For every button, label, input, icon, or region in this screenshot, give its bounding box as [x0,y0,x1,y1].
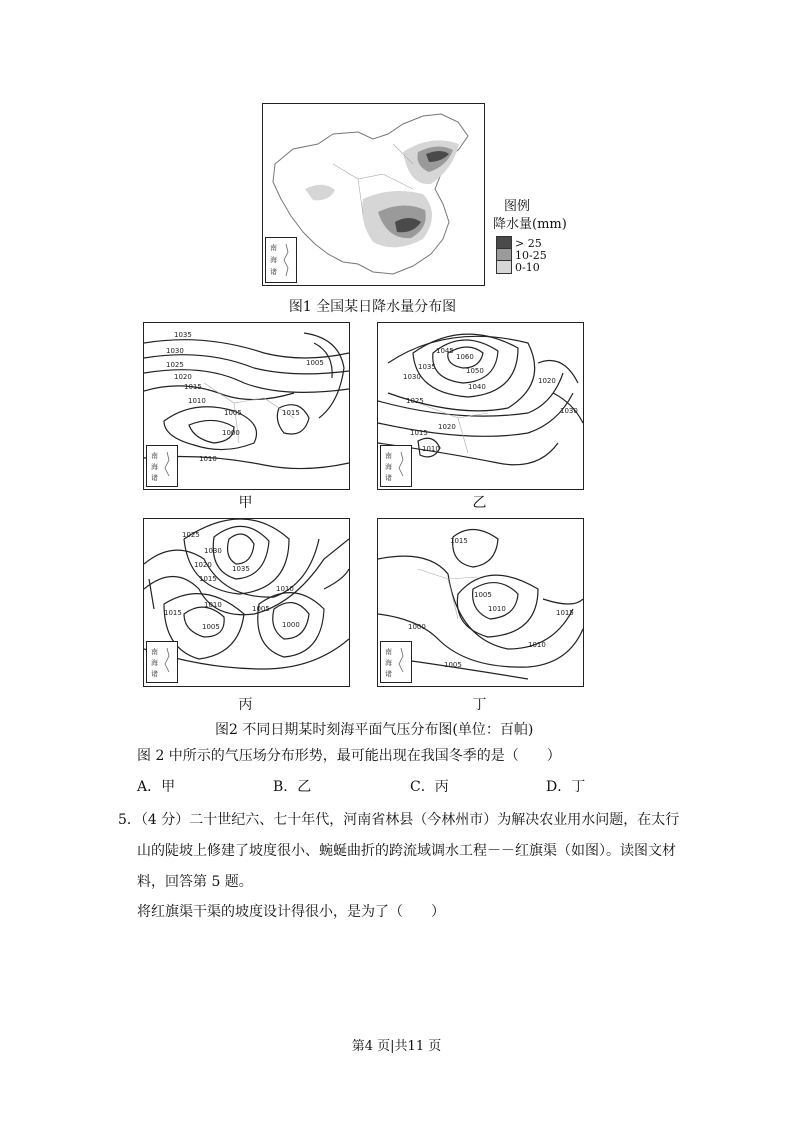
pressure-map-bing [143,518,350,687]
question5-line1: 5．（4 分）二十世纪六、七十年代，河南省林县（今林州市）为解决农业用水问题，在太行 [118,812,680,828]
south-china-sea-inset [146,445,178,487]
svg-text:诸: 诸 [151,670,158,678]
isobar-label: 1010 [204,601,222,609]
inset-map-icon [266,238,296,282]
figure2-caption: 图2 不同日期某时刻海平面气压分布图(单位：百帕) [215,722,534,738]
question5-sub: 将红旗渠干渠的坡度设计得很小，是为了（ ） [137,904,445,920]
svg-text:南: 南 [385,648,392,656]
question5-line2: 山的陡坡上修建了坡度很小、蜿蜒曲折的跨流域调水工程－－红旗渠（如图）。读图文材 [137,843,676,859]
svg-text:海: 海 [270,256,277,264]
legend-title: 图例 [504,199,531,214]
figure1-caption: 图1 全国某日降水量分布图 [288,299,457,315]
option-c: C．丙 [410,779,449,795]
isobar-label: 1015 [184,383,202,391]
svg-text:海: 海 [385,659,392,667]
isobar-label: 1000 [222,429,240,437]
legend-swatch [496,260,512,274]
panel-label-jia: 甲 [238,495,253,511]
isobar-label: 1040 [468,383,486,391]
svg-text:南: 南 [151,452,158,460]
isobar-label: 1060 [456,353,474,361]
isobar-label: 1005 [252,605,270,613]
precipitation-map [262,103,485,286]
pressure-map-yi [377,322,584,490]
page-footer: 第4 页|共11 页 [351,1039,442,1054]
isobar-label: 1015 [282,409,300,417]
isobar-label: 1035 [232,565,250,573]
isobar-label: 1025 [182,531,200,539]
svg-text:诸: 诸 [385,474,392,482]
svg-text:南: 南 [151,648,158,656]
option-d: D．丁 [546,779,586,795]
svg-text:诸: 诸 [270,268,277,276]
isobar-label: 1005 [306,359,324,367]
south-china-sea-inset [265,237,297,283]
isobar-label: 1030 [166,347,184,355]
legend-label: 0-10 [515,260,540,274]
svg-text:诸: 诸 [151,474,158,482]
panel-label-bing: 丙 [238,697,253,713]
inset-map-icon [147,446,177,486]
isobar-label: 1015 [410,429,428,437]
isobar-label: 1010 [276,585,294,593]
isobar-label: 1015 [199,575,217,583]
isobar-label: 1015 [450,537,468,545]
isobar-label: 1005 [224,409,242,417]
option-b: B．乙 [273,779,312,795]
south-china-sea-inset [380,641,412,683]
panel-label-yi: 乙 [472,495,487,511]
svg-text:海: 海 [151,463,158,471]
isobar-label: 1025 [166,361,184,369]
isobar-label: 1000 [282,621,300,629]
isobar-label: 1005 [474,591,492,599]
isobar-label: 1005 [202,623,220,631]
isobar-label: 1020 [438,423,456,431]
isobar-label: 1010 [488,605,506,613]
isobar-label: 1020 [538,377,556,385]
isobar-label: 1015 [556,609,574,617]
isobar-label: 1050 [466,367,484,375]
isobar-label: 1030 [560,407,578,415]
legend-label: > 25 [515,236,542,250]
isobar-label: 1030 [403,373,421,381]
pressure-map-jia [143,322,350,490]
isobar-label: 1045 [436,347,454,355]
isobar-label: 1020 [174,373,192,381]
inset-map-icon [147,642,177,682]
isobar-label: 1010 [199,455,217,463]
pressure-map-ding [377,518,584,687]
south-china-sea-inset [380,445,412,487]
legend-unit: 降水量(mm) [493,217,567,232]
isobar-label: 1010 [422,445,440,453]
isobar-label: 1030 [204,547,222,555]
isobar-label: 1035 [418,363,436,371]
isobar-label: 1035 [174,331,192,339]
isobar-label: 1010 [188,397,206,405]
inset-map-icon [381,446,411,486]
option-a: A．甲 [137,779,176,795]
svg-text:南: 南 [385,452,392,460]
isobar-label: 1010 [528,641,546,649]
question5-line3: 料，回答第 5 题。 [137,874,253,890]
isobar-label: 1005 [444,661,462,669]
panel-label-ding: 丁 [472,697,487,713]
inset-map-icon [381,642,411,682]
question4-stem: 图 2 中所示的气压场分布形势，最可能出现在我国冬季的是（ ） [137,748,561,764]
isobar-label: 1015 [164,609,182,617]
isobar-label: 1025 [406,397,424,405]
legend-item-light [496,260,540,274]
isobar-label: 1020 [194,561,212,569]
svg-text:海: 海 [385,463,392,471]
svg-text:诸: 诸 [385,670,392,678]
svg-text:海: 海 [151,659,158,667]
svg-text:南: 南 [270,244,277,252]
isobar-label: 1000 [408,623,426,631]
legend-label: 10-25 [515,248,547,262]
south-china-sea-inset [146,641,178,683]
